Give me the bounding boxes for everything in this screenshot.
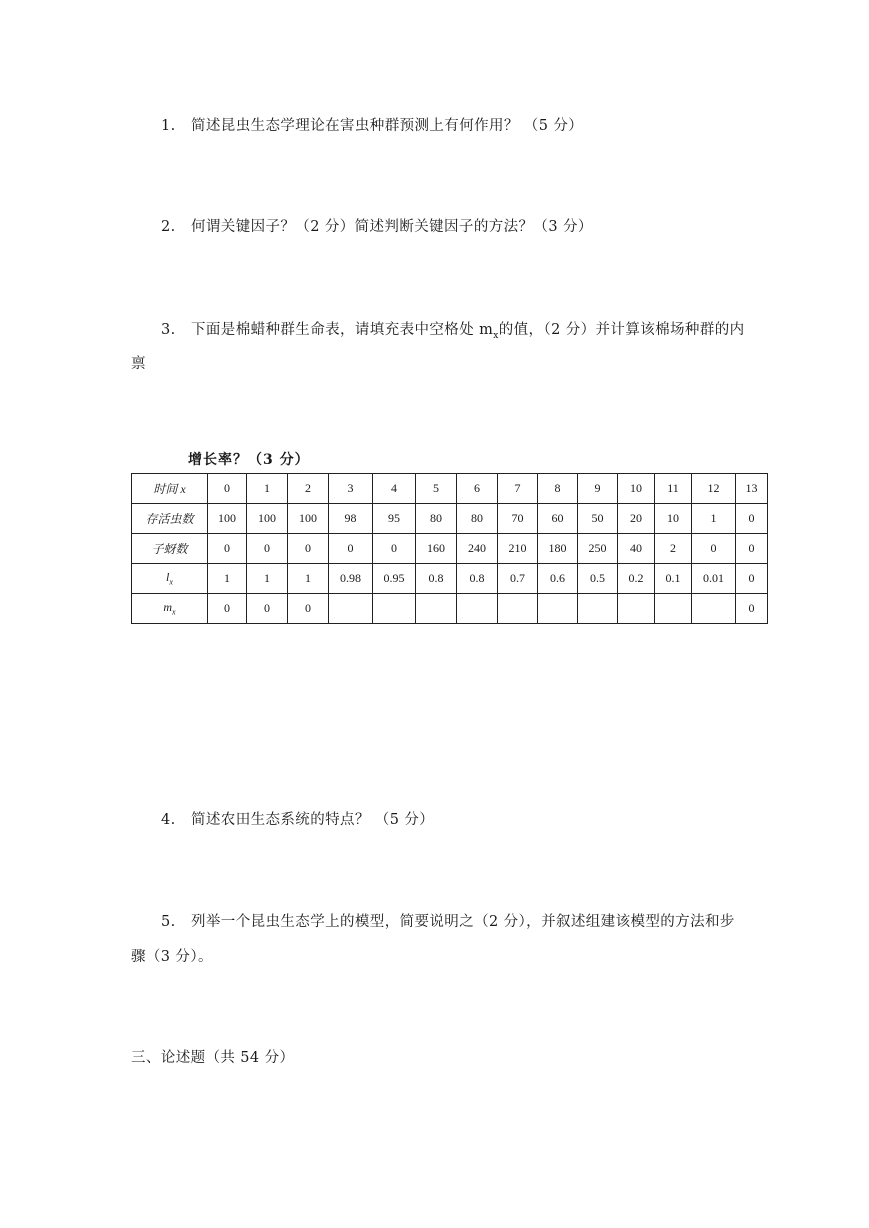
table-cell: 12 bbox=[692, 474, 736, 504]
table-cell bbox=[416, 594, 457, 624]
table-cell: 0 bbox=[208, 594, 247, 624]
table-cell: 250 bbox=[578, 534, 618, 564]
table-cell: 1 bbox=[208, 564, 247, 594]
question-text: 下面是棉蜡种群生命表，请填充表中空格处 m bbox=[191, 322, 494, 338]
row-header: 子蚜数 bbox=[132, 534, 208, 564]
table-cell bbox=[578, 594, 618, 624]
question-subscript: x bbox=[493, 330, 499, 341]
table-cell: 0 bbox=[736, 504, 768, 534]
table-cell: 10 bbox=[618, 474, 655, 504]
question-3 bbox=[161, 318, 745, 341]
table-cell bbox=[373, 594, 416, 624]
table-cell: 240 bbox=[457, 534, 498, 564]
question-text: 列举一个昆虫生态学上的模型，简要说明之（2 分），并叙述组建该模型的方法和步 bbox=[191, 914, 735, 930]
question-text: 简述农田生态系统的特点？ （5 分） bbox=[191, 812, 435, 828]
question-text-after: 的值，（2 分）并计算该棉场种群的内 bbox=[498, 322, 745, 338]
table-cell: 60 bbox=[538, 504, 578, 534]
table-cell: 0 bbox=[288, 534, 329, 564]
table-cell: 100 bbox=[208, 504, 247, 534]
row-header: 存活虫数 bbox=[132, 504, 208, 534]
table-cell: 70 bbox=[498, 504, 538, 534]
table-cell: 180 bbox=[538, 534, 578, 564]
table-cell: 0.6 bbox=[538, 564, 578, 594]
section-title: 三、论述题（共 54 分） bbox=[131, 1050, 295, 1066]
table-row bbox=[132, 504, 768, 534]
table-cell: 11 bbox=[655, 474, 692, 504]
question-number: 4. bbox=[161, 812, 176, 828]
table-cell: 3 bbox=[329, 474, 373, 504]
table-cell: 0.98 bbox=[329, 564, 373, 594]
question-number: 2. bbox=[161, 219, 176, 235]
table-cell: 50 bbox=[578, 504, 618, 534]
table-cell: 1 bbox=[692, 504, 736, 534]
table-cell: 6 bbox=[457, 474, 498, 504]
table-cell: 0.95 bbox=[373, 564, 416, 594]
table-cell: 0.5 bbox=[578, 564, 618, 594]
table-cell: 2 bbox=[288, 474, 329, 504]
table-cell: 0.8 bbox=[416, 564, 457, 594]
table-cell: 0 bbox=[373, 534, 416, 564]
table-cell bbox=[655, 594, 692, 624]
question-5-continuation: 骤（3 分）。 bbox=[131, 949, 213, 965]
table-cell: 5 bbox=[416, 474, 457, 504]
table-cell: 210 bbox=[498, 534, 538, 564]
row-header: 时间 x bbox=[132, 474, 208, 504]
table-cell: 0 bbox=[247, 534, 288, 564]
table-cell: 80 bbox=[416, 504, 457, 534]
table-cell: 160 bbox=[416, 534, 457, 564]
table-cell: 0 bbox=[208, 474, 247, 504]
question-1 bbox=[161, 114, 583, 135]
table-row bbox=[132, 594, 768, 624]
table-cell: 0 bbox=[208, 534, 247, 564]
table-cell bbox=[538, 594, 578, 624]
table-cell: 13 bbox=[736, 474, 768, 504]
table-cell: 0.1 bbox=[655, 564, 692, 594]
table-cell bbox=[329, 594, 373, 624]
table-cell: 0.8 bbox=[457, 564, 498, 594]
table-cell: 9 bbox=[578, 474, 618, 504]
question-3-continuation: 禀 bbox=[131, 356, 146, 372]
question-number: 5. bbox=[161, 914, 176, 930]
life-table bbox=[131, 473, 768, 624]
table-cell: 7 bbox=[498, 474, 538, 504]
table-cell bbox=[457, 594, 498, 624]
table-cell: 2 bbox=[655, 534, 692, 564]
table-cell: 0.2 bbox=[618, 564, 655, 594]
table-cell: 40 bbox=[618, 534, 655, 564]
row-header: $m_x$ bbox=[132, 594, 208, 624]
table-cell: 0 bbox=[736, 594, 768, 624]
question-text: 何谓关键因子？（2 分）简述判断关键因子的方法？（3 分） bbox=[191, 219, 593, 235]
table-cell: 100 bbox=[247, 504, 288, 534]
table-cell: 80 bbox=[457, 504, 498, 534]
question-number: 1. bbox=[161, 118, 176, 134]
table-cell: 0 bbox=[692, 534, 736, 564]
table-cell bbox=[692, 594, 736, 624]
table-cell: 0 bbox=[329, 534, 373, 564]
table-cell: 0 bbox=[288, 594, 329, 624]
question-2 bbox=[161, 215, 593, 236]
table-cell: 10 bbox=[655, 504, 692, 534]
question-4 bbox=[161, 808, 434, 829]
table-cell bbox=[618, 594, 655, 624]
row-header: $l_x$ bbox=[132, 564, 208, 594]
table-cell: 95 bbox=[373, 504, 416, 534]
table-row bbox=[132, 564, 768, 594]
table-cell: 1 bbox=[247, 564, 288, 594]
table-cell bbox=[498, 594, 538, 624]
table-cell: 4 bbox=[373, 474, 416, 504]
table-cell: 0.7 bbox=[498, 564, 538, 594]
question-text: 简述昆虫生态学理论在害虫种群预测上有何作用？ （5 分） bbox=[191, 118, 584, 134]
table-caption: 增长率？（3 分） bbox=[188, 452, 310, 468]
table-cell: 0.01 bbox=[692, 564, 736, 594]
table-cell: 20 bbox=[618, 504, 655, 534]
table-cell: 100 bbox=[288, 504, 329, 534]
table-cell: 98 bbox=[329, 504, 373, 534]
table-cell: 0 bbox=[247, 594, 288, 624]
table-row bbox=[132, 474, 768, 504]
table-row bbox=[132, 534, 768, 564]
question-number: 3. bbox=[161, 322, 176, 338]
table-cell: 8 bbox=[538, 474, 578, 504]
table-cell: 0 bbox=[736, 564, 768, 594]
table-cell: 0 bbox=[736, 534, 768, 564]
table-cell: 1 bbox=[288, 564, 329, 594]
table-cell: 1 bbox=[247, 474, 288, 504]
question-5 bbox=[161, 910, 735, 931]
